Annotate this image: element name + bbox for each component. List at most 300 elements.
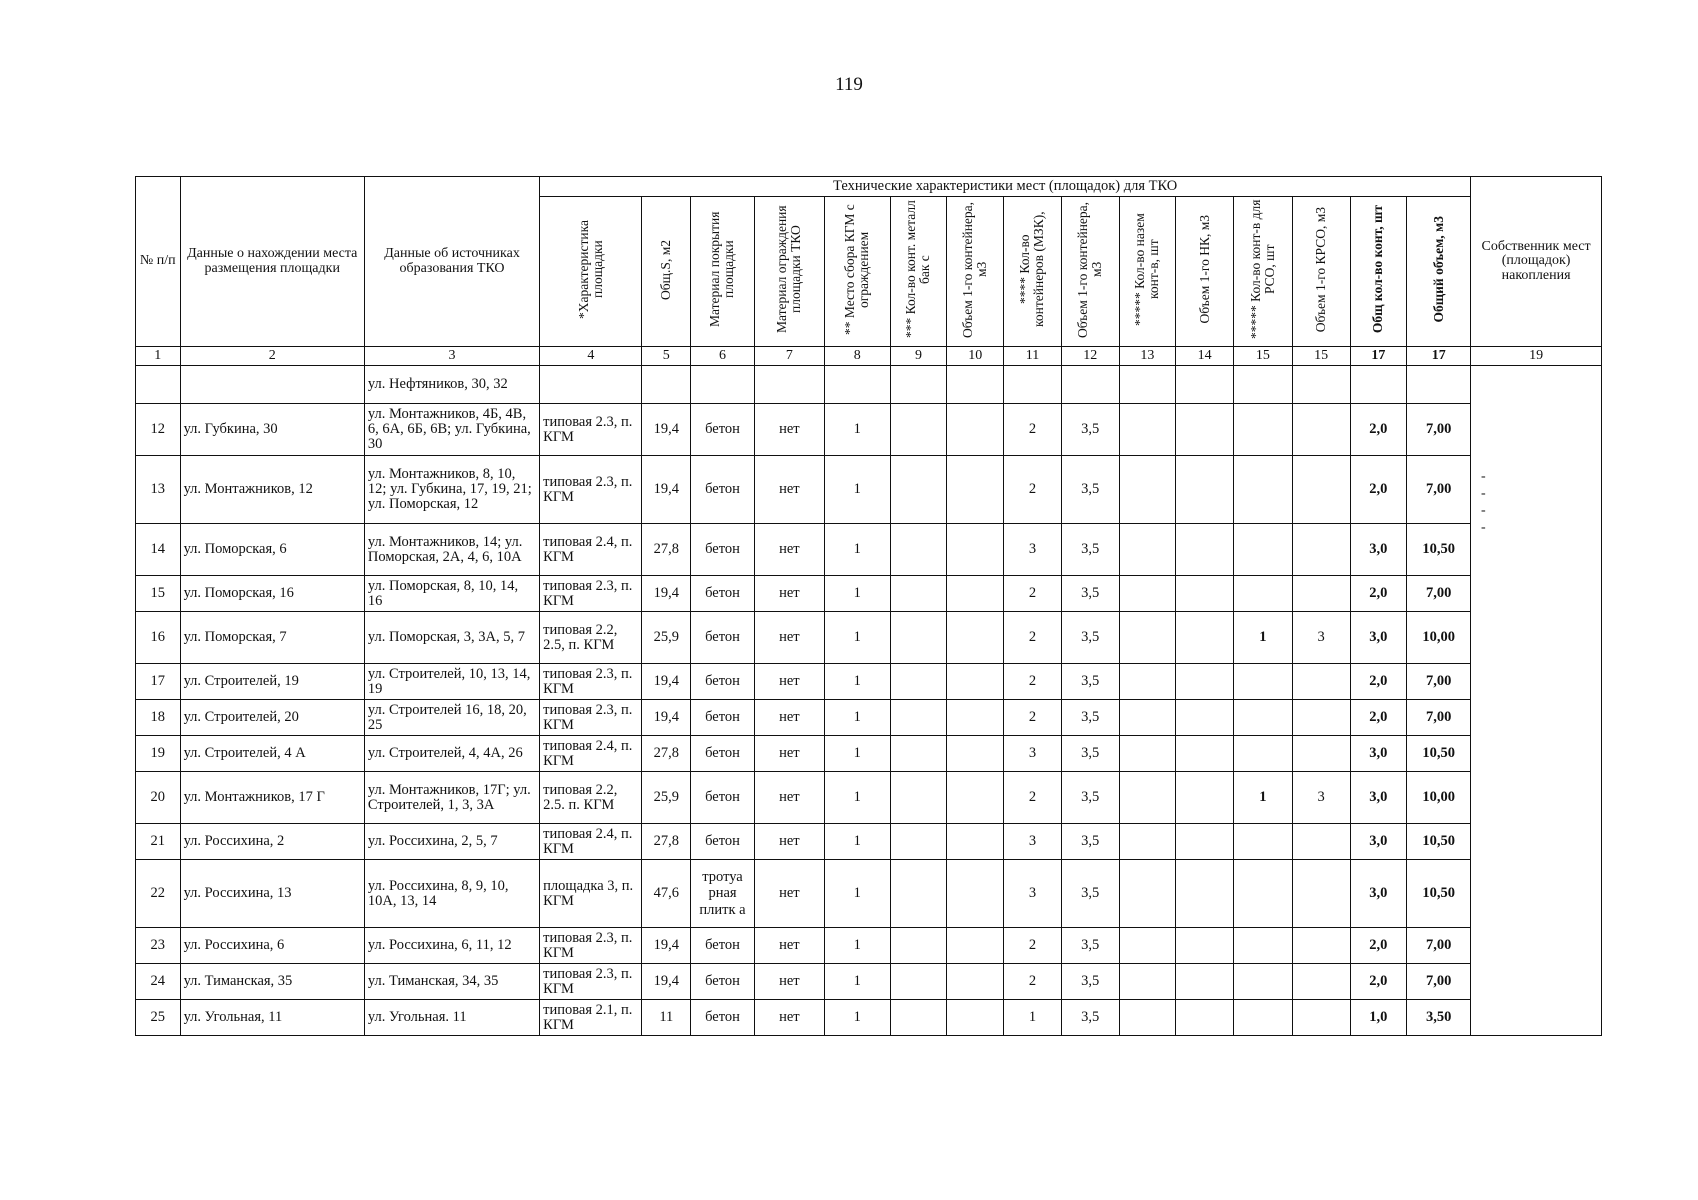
- rso-vol-cell: [1292, 1000, 1350, 1036]
- mzk-cell: 2: [1004, 928, 1062, 964]
- table-row: [136, 404, 1602, 456]
- nk-vol-cell: [1176, 456, 1234, 524]
- num-cell: 14: [136, 524, 181, 576]
- total-cnt-cell: 3,0: [1350, 772, 1407, 824]
- sources-cell: ул. Строителей, 4, 4А, 26: [364, 736, 539, 772]
- type-cell: типовая 2.3, п. КГМ: [540, 404, 642, 456]
- area-cell: 27,8: [642, 524, 691, 576]
- rso-vol-cell: [1292, 928, 1350, 964]
- tech-header-10: Объем 1-го контейнера, м3: [947, 197, 1004, 347]
- mzk-vol-cell: 3,5: [1061, 860, 1119, 928]
- fence-cell: нет: [754, 404, 824, 456]
- total-vol-cell: 10,00: [1407, 772, 1471, 824]
- type-cell: типовая 2.3, п. КГМ: [540, 928, 642, 964]
- kgm-cell: 1: [824, 824, 890, 860]
- num-cell: 13: [136, 456, 181, 524]
- column-number: 3: [364, 347, 539, 366]
- type-cell: типовая 2.1, п. КГМ: [540, 1000, 642, 1036]
- total-cnt-cell: 3,0: [1350, 612, 1407, 664]
- total-cnt-cell: 3,0: [1350, 860, 1407, 928]
- nk-vol-cell: [1176, 1000, 1234, 1036]
- nk-cell: [1119, 664, 1176, 700]
- rso-vol-cell: [1292, 860, 1350, 928]
- fence-cell: нет: [754, 700, 824, 736]
- total-cnt-cell: 3,0: [1350, 824, 1407, 860]
- column-number: 7: [754, 347, 824, 366]
- kgm-cell: 1: [824, 664, 890, 700]
- sources-cell: ул. Монтажников, 8, 10, 12; ул. Губкина, 17, 19, 21; ул. Поморская, 12: [364, 456, 539, 524]
- total-vol-cell: 7,00: [1407, 664, 1471, 700]
- location-cell: ул. Губкина, 30: [180, 404, 364, 456]
- mzk-vol-cell: 3,5: [1061, 824, 1119, 860]
- surface-cell: бетон: [691, 612, 755, 664]
- nk-cell: [1119, 824, 1176, 860]
- fence-cell: нет: [754, 860, 824, 928]
- rso-cell: [1234, 456, 1293, 524]
- kgm-cell: 1: [824, 860, 890, 928]
- kgm-cell: 1: [824, 700, 890, 736]
- type-cell: типовая 2.4, п. КГМ: [540, 824, 642, 860]
- metal-cell: [890, 700, 947, 736]
- rso-cell: [1234, 860, 1293, 928]
- rso-vol-cell: 3: [1292, 612, 1350, 664]
- total-cnt-cell: 1,0: [1350, 1000, 1407, 1036]
- rso-cell: 1: [1234, 772, 1293, 824]
- column-number: 2: [180, 347, 364, 366]
- column-number: 11: [1004, 347, 1062, 366]
- total-vol-cell: 10,50: [1407, 524, 1471, 576]
- rso-cell: [1234, 404, 1293, 456]
- location-cell: ул. Тиманская, 35: [180, 964, 364, 1000]
- sources-cell: ул. Россихина, 8, 9, 10, 10А, 13, 14: [364, 860, 539, 928]
- table-row: [136, 964, 1602, 1000]
- metal-cell: [890, 736, 947, 772]
- total-vol-cell: 7,00: [1407, 700, 1471, 736]
- column-number: 4: [540, 347, 642, 366]
- tech-header-17: Общ кол-во конт, шт: [1350, 197, 1407, 347]
- sources-cell: ул. Монтажников, 4Б, 4В, 6, 6А, 6Б, 6В; ул. Губкина, 30: [364, 404, 539, 456]
- type-cell: типовая 2.4, п. КГМ: [540, 736, 642, 772]
- metal-cell: [890, 1000, 947, 1036]
- area-cell: 19,4: [642, 664, 691, 700]
- rso-cell: [1234, 700, 1293, 736]
- area-cell: 25,9: [642, 612, 691, 664]
- rso-vol-cell: [1292, 964, 1350, 1000]
- metal-cell: [890, 576, 947, 612]
- nk-vol-cell: [1176, 860, 1234, 928]
- metal-cell: [890, 612, 947, 664]
- location-cell: ул. Строителей, 20: [180, 700, 364, 736]
- rso-vol-cell: 3: [1292, 772, 1350, 824]
- nk-vol-cell: [1176, 664, 1234, 700]
- total-vol-cell: 7,00: [1407, 928, 1471, 964]
- tech-header-16: Объем 1-го КРСО, м3: [1292, 197, 1350, 347]
- type-cell: типовая 2.3, п. КГМ: [540, 664, 642, 700]
- tech-header-11: **** Кол-во контейнеров (МЗК),: [1004, 197, 1062, 347]
- total-vol-cell: 7,00: [1407, 964, 1471, 1000]
- num-cell: 17: [136, 664, 181, 700]
- tech-header-18: Общий объем, м3: [1407, 197, 1471, 347]
- nk-cell: [1119, 928, 1176, 964]
- area-cell: 19,4: [642, 456, 691, 524]
- metal-vol-cell: [947, 664, 1004, 700]
- num-cell: 25: [136, 1000, 181, 1036]
- type-cell: типовая 2.2, 2.5. п. КГМ: [540, 772, 642, 824]
- fence-cell: нет: [754, 1000, 824, 1036]
- sources-cell: ул. Поморская, 8, 10, 14, 16: [364, 576, 539, 612]
- surface-cell: бетон: [691, 824, 755, 860]
- fence-cell: нет: [754, 524, 824, 576]
- fence-cell: нет: [754, 456, 824, 524]
- tech-header-9: *** Кол-во конт. металл бак с: [890, 197, 947, 347]
- mzk-cell: 2: [1004, 456, 1062, 524]
- location-cell: ул. Поморская, 16: [180, 576, 364, 612]
- mzk-vol-cell: 3,5: [1061, 524, 1119, 576]
- column-number-row: [136, 347, 1602, 366]
- mzk-cell: 2: [1004, 576, 1062, 612]
- metal-cell: [890, 772, 947, 824]
- table-row: [136, 456, 1602, 524]
- sources-cell: ул. Тиманская, 34, 35: [364, 964, 539, 1000]
- area-cell: 47,6: [642, 860, 691, 928]
- table-row: [136, 612, 1602, 664]
- table-row: [136, 772, 1602, 824]
- metal-cell: [890, 524, 947, 576]
- metal-vol-cell: [947, 612, 1004, 664]
- tech-header-4: *Характеристика площадки: [540, 197, 642, 347]
- num-cell: 24: [136, 964, 181, 1000]
- area-cell: 11: [642, 1000, 691, 1036]
- rso-vol-cell: [1292, 664, 1350, 700]
- location-cell: ул. Россихина, 6: [180, 928, 364, 964]
- type-cell: типовая 2.2, 2.5, п. КГМ: [540, 612, 642, 664]
- num-cell: 12: [136, 404, 181, 456]
- rso-cell: [1234, 1000, 1293, 1036]
- table-row: [136, 700, 1602, 736]
- num-cell: 19: [136, 736, 181, 772]
- mzk-cell: 3: [1004, 824, 1062, 860]
- metal-cell: [890, 964, 947, 1000]
- table-row: [136, 1000, 1602, 1036]
- nk-vol-cell: [1176, 404, 1234, 456]
- mzk-vol-cell: 3,5: [1061, 700, 1119, 736]
- total-vol-cell: 10,50: [1407, 860, 1471, 928]
- kgm-cell: 1: [824, 576, 890, 612]
- location-cell: ул. Поморская, 6: [180, 524, 364, 576]
- rso-cell: [1234, 928, 1293, 964]
- column-number: 15: [1234, 347, 1293, 366]
- mzk-vol-cell: 3,5: [1061, 576, 1119, 612]
- total-vol-cell: 10,50: [1407, 824, 1471, 860]
- metal-vol-cell: [947, 1000, 1004, 1036]
- rso-cell: [1234, 824, 1293, 860]
- fence-cell: нет: [754, 928, 824, 964]
- location-cell: ул. Строителей, 4 А: [180, 736, 364, 772]
- num-cell: 16: [136, 612, 181, 664]
- num-cell: 21: [136, 824, 181, 860]
- mzk-cell: 2: [1004, 664, 1062, 700]
- type-cell: типовая 2.3, п. КГМ: [540, 576, 642, 612]
- mzk-vol-cell: 3,5: [1061, 612, 1119, 664]
- area-cell: 19,4: [642, 700, 691, 736]
- column-number: 5: [642, 347, 691, 366]
- kgm-cell: 1: [824, 612, 890, 664]
- total-cnt-cell: 2,0: [1350, 456, 1407, 524]
- mzk-cell: 3: [1004, 860, 1062, 928]
- column-number: 17: [1407, 347, 1471, 366]
- tech-header-15: ***** Кол-во конт-в для РСО, шт: [1234, 197, 1293, 347]
- sources-cell: ул. Поморская, 3, 3А, 5, 7: [364, 612, 539, 664]
- metal-vol-cell: [947, 524, 1004, 576]
- kgm-cell: 1: [824, 964, 890, 1000]
- column-number: 6: [691, 347, 755, 366]
- nk-cell: [1119, 772, 1176, 824]
- type-cell: типовая 2.3, п. КГМ: [540, 964, 642, 1000]
- area-cell: 19,4: [642, 928, 691, 964]
- metal-vol-cell: [947, 404, 1004, 456]
- table-row: [136, 860, 1602, 928]
- rso-cell: [1234, 736, 1293, 772]
- nk-vol-cell: [1176, 700, 1234, 736]
- nk-cell: [1119, 456, 1176, 524]
- nk-vol-cell: [1176, 928, 1234, 964]
- kgm-cell: 1: [824, 524, 890, 576]
- header-location: Данные о нахождении места размещения площадки: [180, 177, 364, 347]
- nk-cell: [1119, 612, 1176, 664]
- nk-vol-cell: [1176, 576, 1234, 612]
- sources-cell: ул. Монтажников, 14; ул. Поморская, 2А, 4, 6, 10А: [364, 524, 539, 576]
- table-row: [136, 524, 1602, 576]
- table-row: [136, 664, 1602, 700]
- rso-vol-cell: [1292, 456, 1350, 524]
- location-cell: ул. Монтажников, 12: [180, 456, 364, 524]
- mzk-cell: 2: [1004, 772, 1062, 824]
- fence-cell: нет: [754, 772, 824, 824]
- location-cell: ул. Строителей, 19: [180, 664, 364, 700]
- area-cell: 19,4: [642, 404, 691, 456]
- surface-cell: бетон: [691, 964, 755, 1000]
- surface-cell: бетон: [691, 1000, 755, 1036]
- column-number: 10: [947, 347, 1004, 366]
- total-vol-cell: 3,50: [1407, 1000, 1471, 1036]
- nk-vol-cell: [1176, 736, 1234, 772]
- header-sources: Данные об источниках образования ТКО: [364, 177, 539, 347]
- rso-vol-cell: [1292, 736, 1350, 772]
- column-number: 17: [1350, 347, 1407, 366]
- column-number: 1: [136, 347, 181, 366]
- num-cell: 18: [136, 700, 181, 736]
- location-cell: ул. Россихина, 2: [180, 824, 364, 860]
- metal-vol-cell: [947, 772, 1004, 824]
- area-cell: 27,8: [642, 736, 691, 772]
- mzk-vol-cell: 3,5: [1061, 456, 1119, 524]
- continuation-row: [136, 366, 1602, 404]
- surface-cell: бетон: [691, 928, 755, 964]
- total-vol-cell: 7,00: [1407, 404, 1471, 456]
- surface-cell: бетон: [691, 576, 755, 612]
- owner-cell: [1471, 366, 1602, 1036]
- tech-header-8: ** Место сбора КГМ с ограждением: [824, 197, 890, 347]
- type-cell: типовая 2.3, п. КГМ: [540, 456, 642, 524]
- rso-vol-cell: [1292, 576, 1350, 612]
- mzk-vol-cell: 3,5: [1061, 736, 1119, 772]
- area-cell: 27,8: [642, 824, 691, 860]
- column-number: 15: [1292, 347, 1350, 366]
- total-cnt-cell: 2,0: [1350, 928, 1407, 964]
- fence-cell: нет: [754, 824, 824, 860]
- kgm-cell: 1: [824, 736, 890, 772]
- tech-header-12: Объем 1-го контейнера, м3: [1061, 197, 1119, 347]
- surface-cell: бетон: [691, 664, 755, 700]
- kgm-cell: 1: [824, 404, 890, 456]
- total-vol-cell: 7,00: [1407, 576, 1471, 612]
- surface-cell: тротуа рная плитк а: [691, 860, 755, 928]
- area-cell: 25,9: [642, 772, 691, 824]
- rso-cell: [1234, 664, 1293, 700]
- location-cell: ул. Россихина, 13: [180, 860, 364, 928]
- nk-cell: [1119, 1000, 1176, 1036]
- surface-cell: бетон: [691, 772, 755, 824]
- total-vol-cell: 10,00: [1407, 612, 1471, 664]
- nk-cell: [1119, 700, 1176, 736]
- rso-vol-cell: [1292, 700, 1350, 736]
- total-vol-cell: 10,50: [1407, 736, 1471, 772]
- mzk-cell: 2: [1004, 404, 1062, 456]
- sources-cell: ул. Нефтяников, 30, 32: [364, 366, 539, 404]
- num-cell: 20: [136, 772, 181, 824]
- mzk-cell: 3: [1004, 524, 1062, 576]
- nk-cell: [1119, 860, 1176, 928]
- nk-cell: [1119, 964, 1176, 1000]
- sources-cell: ул. Россихина, 6, 11, 12: [364, 928, 539, 964]
- metal-vol-cell: [947, 736, 1004, 772]
- mzk-cell: 3: [1004, 736, 1062, 772]
- mzk-cell: 2: [1004, 612, 1062, 664]
- metal-cell: [890, 860, 947, 928]
- sources-cell: ул. Монтажников, 17Г; ул. Строителей, 1, 3, 3А: [364, 772, 539, 824]
- num-cell: 15: [136, 576, 181, 612]
- mzk-vol-cell: 3,5: [1061, 772, 1119, 824]
- metal-vol-cell: [947, 456, 1004, 524]
- metal-vol-cell: [947, 860, 1004, 928]
- rso-cell: [1234, 576, 1293, 612]
- mzk-vol-cell: 3,5: [1061, 964, 1119, 1000]
- nk-vol-cell: [1176, 772, 1234, 824]
- nk-cell: [1119, 736, 1176, 772]
- metal-vol-cell: [947, 964, 1004, 1000]
- fence-cell: нет: [754, 576, 824, 612]
- num-cell: 23: [136, 928, 181, 964]
- mzk-cell: 2: [1004, 700, 1062, 736]
- nk-cell: [1119, 524, 1176, 576]
- header-tech-group: Технические характеристики мест (площадок) для ТКО: [540, 177, 1471, 197]
- type-cell: типовая 2.3, п. КГМ: [540, 700, 642, 736]
- kgm-cell: 1: [824, 928, 890, 964]
- nk-cell: [1119, 404, 1176, 456]
- tech-header-7: Материал ограждения площадки ТКО: [754, 197, 824, 347]
- nk-vol-cell: [1176, 612, 1234, 664]
- mzk-vol-cell: 3,5: [1061, 404, 1119, 456]
- mzk-cell: 2: [1004, 964, 1062, 1000]
- sources-cell: ул. Строителей 16, 18, 20, 25: [364, 700, 539, 736]
- owner-dash-marks: - - - -: [1481, 469, 1486, 535]
- fence-cell: нет: [754, 664, 824, 700]
- surface-cell: бетон: [691, 700, 755, 736]
- table-row: [136, 824, 1602, 860]
- rso-cell: [1234, 524, 1293, 576]
- tech-header-14: Объем 1-го НК, м3: [1176, 197, 1234, 347]
- page-number: 119: [835, 74, 863, 95]
- metal-vol-cell: [947, 576, 1004, 612]
- table-row: [136, 928, 1602, 964]
- metal-vol-cell: [947, 928, 1004, 964]
- area-cell: 19,4: [642, 964, 691, 1000]
- column-number: 9: [890, 347, 947, 366]
- total-cnt-cell: 3,0: [1350, 524, 1407, 576]
- mzk-vol-cell: 3,5: [1061, 928, 1119, 964]
- total-cnt-cell: 2,0: [1350, 404, 1407, 456]
- num-cell: 22: [136, 860, 181, 928]
- surface-cell: бетон: [691, 524, 755, 576]
- metal-vol-cell: [947, 824, 1004, 860]
- column-number: 8: [824, 347, 890, 366]
- rso-vol-cell: [1292, 524, 1350, 576]
- table-row: [136, 736, 1602, 772]
- column-number: 19: [1471, 347, 1602, 366]
- total-cnt-cell: 2,0: [1350, 664, 1407, 700]
- surface-cell: бетон: [691, 736, 755, 772]
- mzk-vol-cell: 3,5: [1061, 1000, 1119, 1036]
- nk-vol-cell: [1176, 964, 1234, 1000]
- mzk-cell: 1: [1004, 1000, 1062, 1036]
- kgm-cell: 1: [824, 772, 890, 824]
- total-cnt-cell: 3,0: [1350, 736, 1407, 772]
- nk-vol-cell: [1176, 824, 1234, 860]
- fence-cell: нет: [754, 612, 824, 664]
- mzk-vol-cell: 3,5: [1061, 664, 1119, 700]
- total-cnt-cell: 2,0: [1350, 964, 1407, 1000]
- column-number: 14: [1176, 347, 1234, 366]
- sources-cell: ул. Угольная. 11: [364, 1000, 539, 1036]
- metal-cell: [890, 664, 947, 700]
- kgm-cell: 1: [824, 456, 890, 524]
- container-sites-table: [135, 176, 1602, 1036]
- sources-cell: ул. Строителей, 10, 13, 14, 19: [364, 664, 539, 700]
- metal-vol-cell: [947, 700, 1004, 736]
- metal-cell: [890, 928, 947, 964]
- total-cnt-cell: 2,0: [1350, 700, 1407, 736]
- location-cell: ул. Угольная, 11: [180, 1000, 364, 1036]
- location-cell: ул. Монтажников, 17 Г: [180, 772, 364, 824]
- total-cnt-cell: 2,0: [1350, 576, 1407, 612]
- tech-header-13: ***** Кол-во назем конт-в, шт: [1119, 197, 1176, 347]
- metal-cell: [890, 404, 947, 456]
- metal-cell: [890, 824, 947, 860]
- column-number: 12: [1061, 347, 1119, 366]
- rso-cell: [1234, 964, 1293, 1000]
- type-cell: площадка 3, п. КГМ: [540, 860, 642, 928]
- kgm-cell: 1: [824, 1000, 890, 1036]
- type-cell: типовая 2.4, п. КГМ: [540, 524, 642, 576]
- rso-vol-cell: [1292, 404, 1350, 456]
- surface-cell: бетон: [691, 456, 755, 524]
- fence-cell: нет: [754, 736, 824, 772]
- rso-vol-cell: [1292, 824, 1350, 860]
- total-vol-cell: 7,00: [1407, 456, 1471, 524]
- metal-cell: [890, 456, 947, 524]
- header-owner: Собственник мест (площадок) накопления: [1471, 177, 1602, 347]
- nk-cell: [1119, 576, 1176, 612]
